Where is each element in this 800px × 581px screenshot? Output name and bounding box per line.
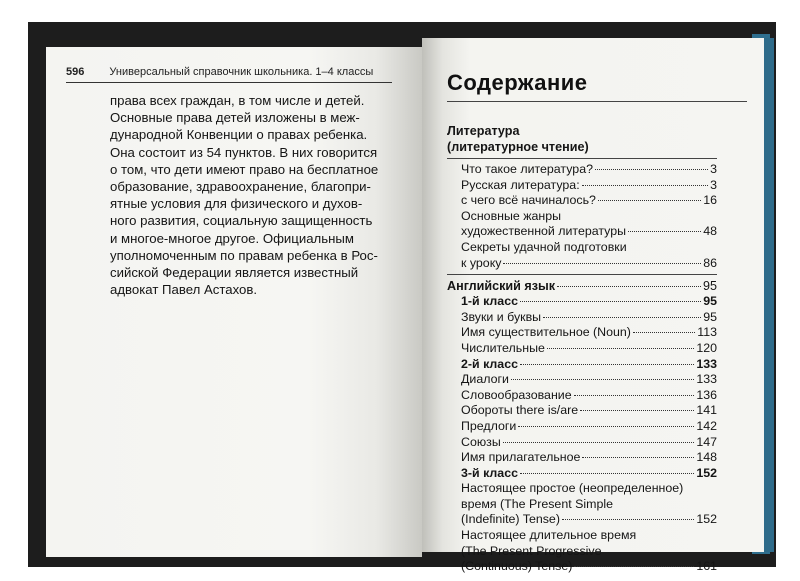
paragraph-line: адвокат Павел Астахов. [110,282,258,298]
leader-dots [633,332,695,333]
toc-entry-title: (Continuous) Tense) [461,559,573,574]
toc-page-number: 141 [696,403,717,418]
toc-page-number: 16 [703,193,717,208]
toc-entry-title: Русская литература: [461,177,580,192]
toc-entry-title: Имя прилагательное [461,450,581,465]
toc-page-number: 152 [696,465,717,480]
toc-page-number: 147 [696,434,717,449]
leader-dots [598,200,701,201]
toc-entry[interactable] [447,325,717,341]
toc-entry-title: Обороты there is/are [461,403,579,418]
toc-entry-title: 3-й класс [461,465,518,480]
leader-dots [562,519,694,520]
toc-page-number: 48 [703,224,717,239]
heading-rule [447,158,717,159]
toc-entry[interactable] [447,357,717,373]
leader-dots [511,379,694,380]
section-heading: Литература [447,124,520,138]
toc-page-number: 113 [697,325,717,340]
toc-entry[interactable] [447,435,717,451]
toc-entry[interactable] [447,240,717,271]
leader-dots [557,286,701,287]
paragraph-line: ятные условия для физического и духов- [110,196,363,212]
leader-dots [503,263,701,264]
header-rule [66,82,392,83]
toc-entry[interactable] [447,193,717,209]
toc-entry[interactable] [447,372,717,388]
toc-entry-title: (The Present Progressive [461,543,602,558]
paragraph-line: и многое-многое другое. Официальным [110,230,354,246]
toc-entry-title: художественной литературы [461,224,627,239]
toc-page-number: 120 [696,340,717,355]
leader-dots [628,231,701,232]
leader-dots [582,185,708,186]
toc-entry-title: к уроку [461,255,502,270]
running-header-title: Универсальный справочник школьника. 1–4 классы [109,66,374,78]
section-heading [447,278,717,294]
toc-page-number: 86 [703,255,717,270]
toc-entry-title: с чего всё начиналось? [461,193,596,208]
toc-entry[interactable] [447,310,717,326]
paragraph-line: образование, здравоохранение, благопри- [110,179,371,195]
toc-entry-title: Диалоги [461,372,509,387]
page-title: Содержание [447,70,588,95]
toc-entry[interactable] [447,209,717,240]
toc-entry[interactable] [447,294,717,310]
toc-entry[interactable] [447,388,717,404]
toc-page-number: 142 [696,418,717,433]
toc-entry[interactable] [447,341,717,357]
toc-entry-title: Настоящее простое (неопределенное) [461,481,684,496]
leader-dots [503,442,695,443]
toc-entry-title: 2-й класс [461,356,518,371]
toc-entry-title: Предлоги [461,418,517,433]
toc-entry-title: Настоящее длительное время [461,528,637,543]
title-rule [447,101,747,102]
paragraph-line: сийской Федерации является известный [110,265,359,281]
paragraph-line: дународной Конвенции о правах ребенка. [110,127,368,143]
toc-page-number: 95 [703,294,717,309]
section-page-number: 95 [702,279,717,294]
leader-dots [518,426,694,427]
leader-dots [520,301,701,302]
leader-dots [543,317,701,318]
toc-entry-title: Союзы [461,434,501,449]
leader-dots [582,457,694,458]
page-number: 596 [66,66,85,78]
body-paragraph [110,92,400,298]
toc-page-number: 3 [710,162,717,176]
leader-dots [595,169,708,170]
toc-page-number: 152 [696,512,717,527]
paragraph-line: о том, что дети имеют право на бесплатное [110,161,379,177]
toc-entry[interactable] [447,481,717,528]
toc-entry-title: Словообразование [461,387,572,402]
toc-entry[interactable] [447,419,717,435]
toc-entry[interactable] [447,528,717,575]
leader-dots [520,473,694,474]
toc-page-number: 136 [696,387,717,402]
toc-entry[interactable] [447,403,717,419]
toc-page-number: 148 [696,450,717,465]
toc-entry-title: Основные жанры [461,208,562,223]
toc-entry-title: Имя существительное (Noun) [461,325,631,340]
toc-page-number: 161 [696,559,717,574]
toc-entry-title: Секреты удачной подготовки [461,239,627,254]
toc-entry-title: 1-й класс [461,294,518,309]
paragraph-line: Основные права детей изложены в меж- [110,110,360,126]
leader-dots [574,395,695,396]
paragraph-line: ного развития, социальную защищенность [110,213,373,229]
toc-entry-title: Числительные [461,340,545,355]
leader-dots [520,364,694,365]
toc-entry-title: (Indefinite) Tense) [461,512,560,527]
toc-entry[interactable] [447,178,717,194]
toc-page-number: 3 [710,177,717,192]
toc-page-number: 95 [703,309,717,324]
toc-entry-title: Звуки и буквы [461,309,542,324]
leader-dots [580,410,694,411]
leader-dots [547,348,694,349]
table-of-contents [447,123,717,575]
leader-dots [574,566,694,567]
section-heading-text: Английский язык [447,279,556,294]
section-heading: (литературное чтение) [447,140,589,154]
paragraph-line: Она состоит из 54 пунктов. В них говорится [110,144,378,160]
toc-page-number: 133 [696,372,717,387]
toc-entry-title: Что такое литература? [461,162,593,176]
toc-entry[interactable] [447,162,717,178]
section-divider [447,274,717,275]
toc-entry[interactable] [447,466,717,482]
running-header [66,66,406,78]
toc-page-number: 133 [696,356,717,371]
paragraph-line: права всех граждан, в том числе и детей. [110,93,365,108]
toc-entry-title: время (The Present Simple [461,496,613,511]
toc-entry[interactable] [447,450,717,466]
paragraph-line: уполномоченным по правам ребенка в Рос- [110,247,378,263]
